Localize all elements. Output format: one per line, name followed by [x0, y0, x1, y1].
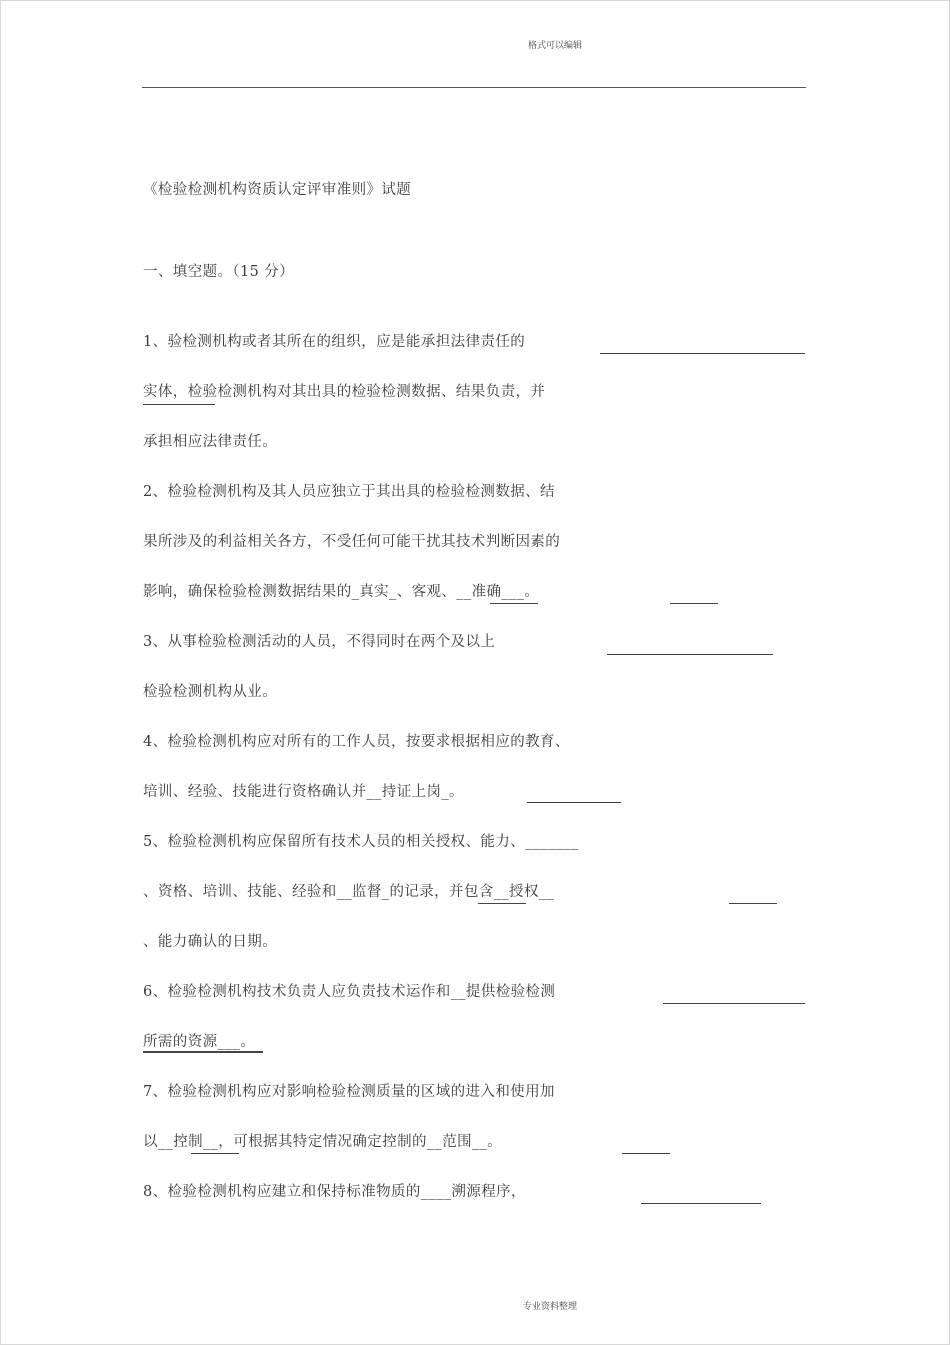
blank-line [641, 1203, 761, 1204]
q8-line-1: 8、检验检测机构应建立和保持标准物质的____溯源程序， [143, 1184, 526, 1200]
q5-line-2: 、资格、培训、技能、经验和__监督_的记录，并包含__授权__ [143, 884, 555, 900]
q2-line-3: 影响，确保检验检测数据结果的_真实_、客观、__准确___。 [143, 584, 540, 600]
blank-line [607, 654, 773, 655]
document-title: 《检验检测机构资质认定评审准则》试题 [143, 182, 412, 198]
blank-line [527, 802, 621, 803]
q3-line-1: 3、从事检验检测活动的人员，不得同时在两个及以上 [143, 634, 496, 650]
q2-line-2: 果所涉及的利益相关各方，不受任何可能干扰其技术判断因素的 [143, 534, 561, 550]
q2-line-1: 2、检验检测机构及其人员应独立于其出具的检验检测数据、结 [143, 484, 555, 500]
q6-line-1: 6、检验检测机构技术负责人应负责技术运作和__提供检验检测 [143, 984, 556, 1000]
q4-line-2: 培训、经验、技能进行资格确认并__持证上岗_。 [143, 784, 464, 800]
q5-line-1: 5、检验检测机构应保留所有技术人员的相关授权、能力、_______ [143, 834, 579, 850]
blank-line [490, 603, 538, 604]
blank-line [191, 1153, 239, 1154]
blank-line [729, 903, 777, 904]
blank-line [670, 603, 718, 604]
q1-line-3: 承担相应法律责任。 [143, 434, 278, 450]
section-heading: 一、填空题。（15 分） [143, 264, 295, 280]
q3-line-2: 检验检测机构从业。 [143, 684, 278, 700]
header-rule [142, 87, 806, 88]
blank-line [143, 1051, 263, 1053]
q5-line-3: 、能力确认的日期。 [143, 934, 278, 950]
q4-line-1: 4、检验检测机构应对所有的工作人员，按要求根据相应的教育、 [143, 734, 570, 750]
blank-line [478, 903, 526, 904]
q7-line-2: 以__控制__，可根据其特定情况确定控制的__范围__。 [143, 1134, 503, 1150]
q1-line-2: 实体，检验检测机构对其出具的检验检测数据、结果负责，并 [143, 384, 546, 400]
blank-line [622, 1153, 670, 1154]
footer-text: 专业资料整理 [522, 1302, 577, 1312]
blank-line [143, 404, 215, 405]
blank-line [663, 1003, 805, 1004]
q1-line-1: 1、验检测机构或者其所在的组织，应是能承担法律责任的 [143, 334, 526, 350]
header-text: 格式可以编辑 [527, 41, 582, 51]
q6-line-2: 所需的资源___。 [143, 1034, 256, 1050]
q7-line-1: 7、检验检测机构应对影响检验检测质量的区域的进入和使用加 [143, 1084, 555, 1100]
blank-line [600, 353, 805, 354]
